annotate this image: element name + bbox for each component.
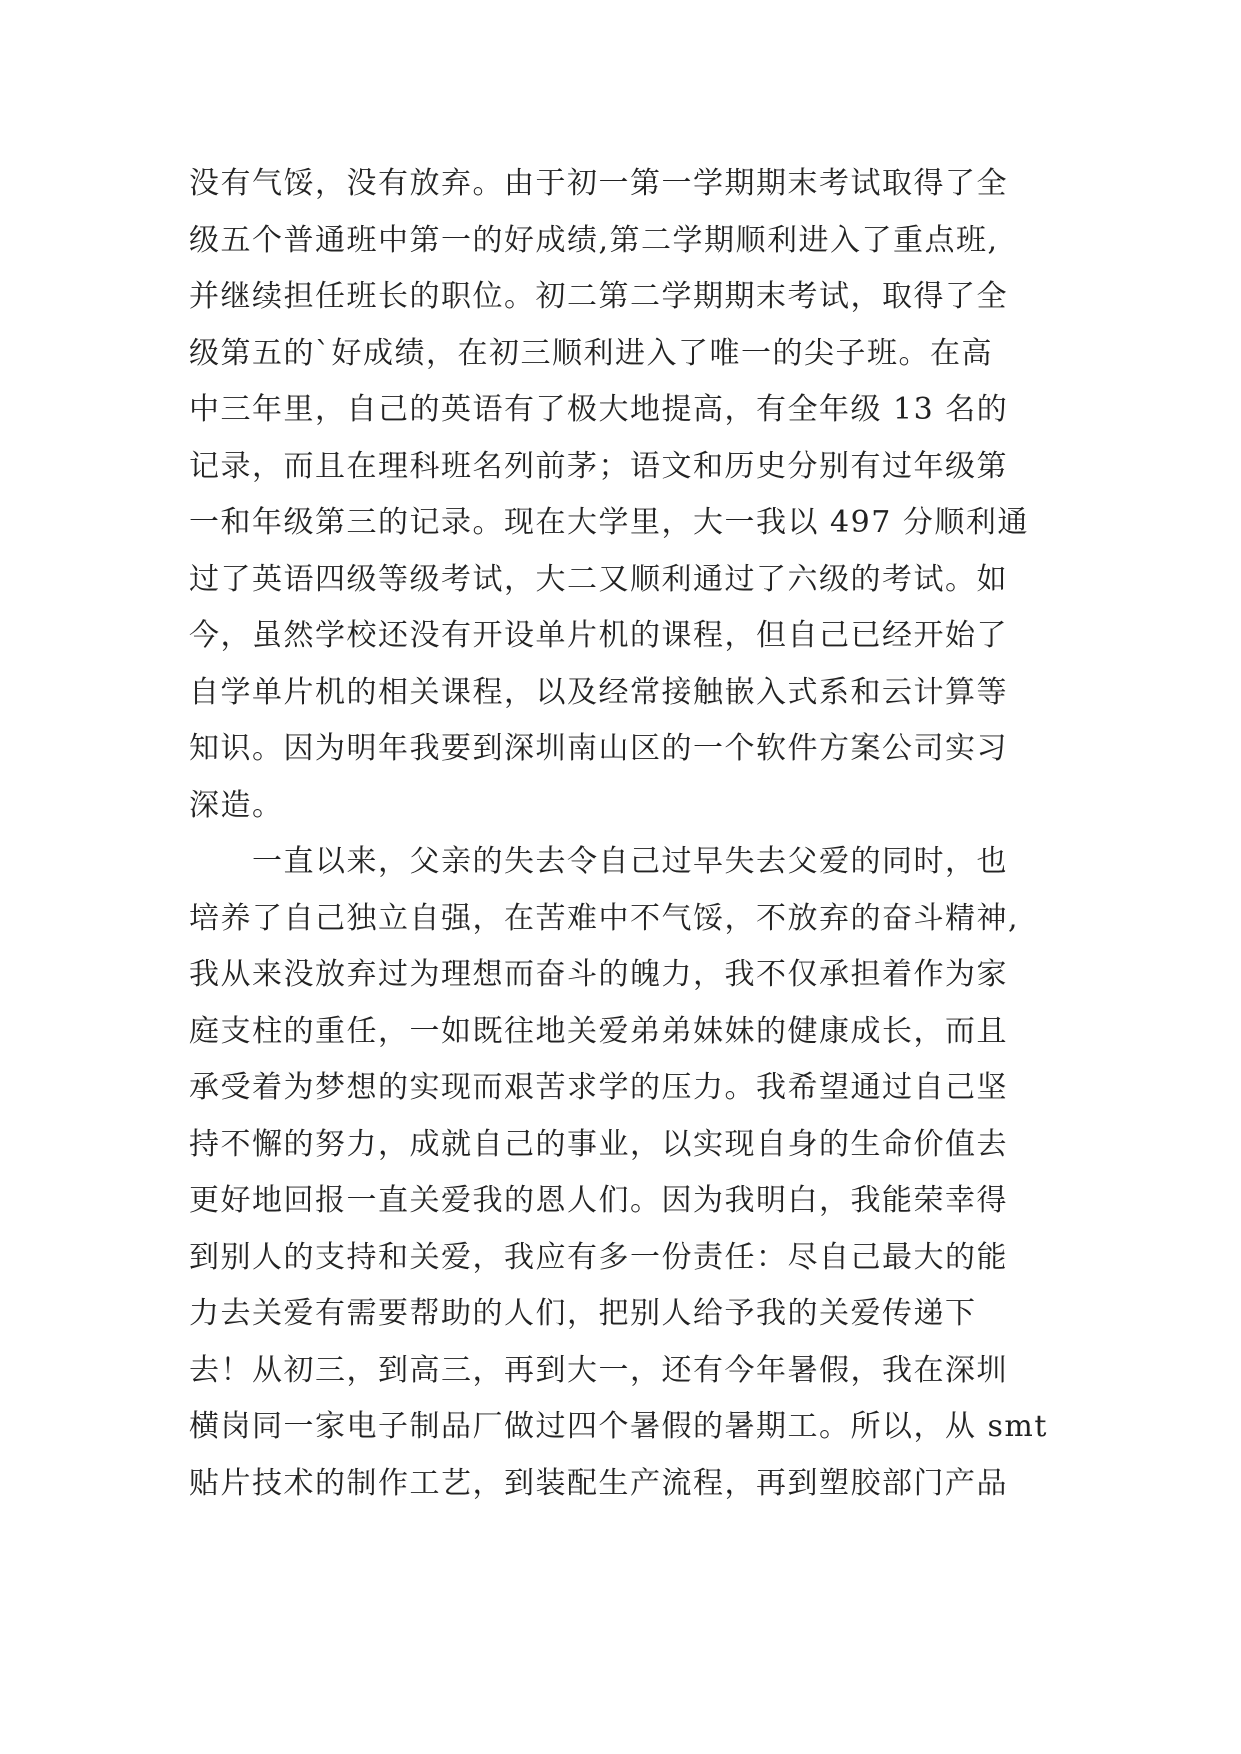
- text-line: 知识。因为明年我要到深圳南山区的一个软件方案公司实习: [189, 731, 1008, 766]
- text-line: 自学单片机的相关课程，以及经常接触嵌入式系和云计算等: [189, 674, 1008, 710]
- text-line: 深造。: [189, 787, 284, 823]
- text-line: 贴片技术的制作工艺，到装配生产流程，再到塑胶部门产品: [189, 1465, 1008, 1501]
- text-line: 级第五的`好成绩，在初三顺利进入了唯一的尖子班。在高: [189, 335, 993, 371]
- text-line: 记录，而且在理科班名列前茅；语文和历史分别有过年级第: [189, 448, 1008, 484]
- text-line: 庭支柱的重任，一如既往地关爱弟弟妹妹的健康成长，而且: [189, 1013, 1008, 1049]
- text-line: 持不懈的努力，成就自己的事业，以实现自身的生命价值去: [189, 1126, 1008, 1162]
- text-line: 我从来没放弃过为理想而奋斗的魄力，我不仅承担着作为家: [189, 957, 1008, 992]
- text-line: 一和年级第三的记录。现在大学里，大一我以 497 分顺利通: [189, 505, 1029, 540]
- text-line: 更好地回报一直关爱我的恩人们。因为我明白，我能荣幸得: [189, 1183, 1008, 1218]
- text-line: 横岗同一家电子制品厂做过四个暑假的暑期工。所以，从 smt: [189, 1409, 1048, 1444]
- text-line: 力去关爱有需要帮助的人们，把别人给予我的关爱传递下: [189, 1296, 977, 1331]
- text-line: 并继续担任班长的职位。初二第二学期期末考试，取得了全: [189, 279, 1008, 314]
- body-text: [189, 156, 1069, 1512]
- text-line: 中三年里，自己的英语有了极大地提高，有全年级 13 名的: [189, 392, 1009, 427]
- text-line: 到别人的支持和关爱，我应有多一份责任：尽自己最大的能: [189, 1239, 1008, 1275]
- text-line: 级五个普通班中第一的好成绩,第二学期顺利进入了重点班,: [189, 222, 999, 258]
- text-line: 今，虽然学校还没有开设单片机的课程，但自己已经开始了: [189, 618, 1008, 653]
- text-line: 培养了自己独立自强，在苦难中不气馁，不放弃的奋斗精神,: [189, 900, 1020, 936]
- text-line: 去！从初三，到高三，再到大一，还有今年暑假，我在深圳: [189, 1352, 1008, 1388]
- text-line: 一直以来，父亲的失去令自己过早失去父爱的同时，也: [189, 844, 1008, 879]
- text-line: 没有气馁，没有放弃。由于初一第一学期期末考试取得了全: [189, 166, 1008, 201]
- text-line: 过了英语四级等级考试，大二又顺利通过了六级的考试。如: [189, 561, 1008, 597]
- text-line: 承受着为梦想的实现而艰苦求学的压力。我希望通过自己坚: [189, 1070, 1008, 1105]
